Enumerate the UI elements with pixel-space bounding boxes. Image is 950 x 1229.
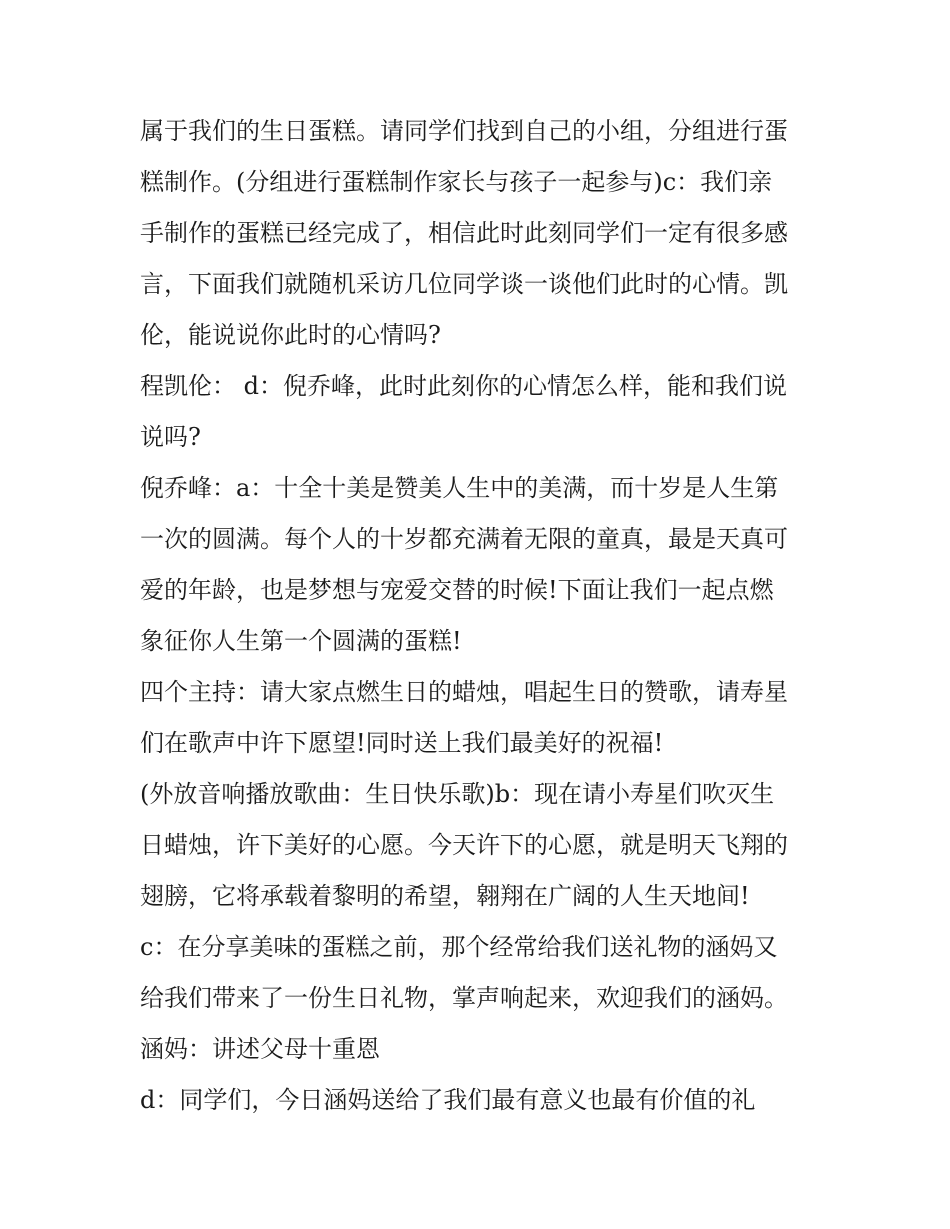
text-line-11: 象征你人生第一个圆满的蛋糕! — [140, 627, 462, 655]
text-line-8: 倪乔峰：a：十全十美是赞美人生中的美满，而十岁是人生第 — [140, 474, 779, 502]
text-line-5: 伦，能说说你此时的心情吗? — [140, 321, 441, 349]
text-line-7: 说吗? — [140, 423, 201, 451]
text-line-4: 言，下面我们就随机采访几位同学谈一谈他们此时的心情。凯 — [140, 270, 788, 298]
text-line-18: 给我们带来了一份生日礼物，掌声响起来，欢迎我们的涵妈。 — [140, 984, 788, 1012]
text-line-13: 们在歌声中许下愿望!同时送上我们最美好的祝福! — [140, 729, 664, 757]
text-line-15: 日蜡烛，许下美好的心愿。今天许下的心愿，就是明天飞翔的 — [140, 831, 788, 859]
text-line-6: 程凯伦： d：倪乔峰，此时此刻你的心情怎么样，能和我们说 — [140, 372, 787, 400]
text-line-16: 翅膀，它将承载着黎明的希望，翱翔在广阔的人生天地间! — [140, 882, 750, 910]
document-body — [140, 106, 812, 1126]
text-line-9: 一次的圆满。每个人的十岁都充满着无限的童真，最是天真可 — [140, 525, 788, 553]
text-line-19: 涵妈：讲述父母十重恩 — [140, 1035, 380, 1063]
text-line-14: (外放音响播放歌曲：生日快乐歌)b：现在请小寿星们吹灭生 — [140, 780, 775, 808]
text-line-1: 属于我们的生日蛋糕。请同学们找到自己的小组，分组进行蛋 — [140, 117, 788, 145]
text-line-10: 爱的年龄，也是梦想与宠爱交替的时候!下面让我们一起点燃 — [140, 576, 774, 604]
text-line-2: 糕制作。(分组进行蛋糕制作家长与孩子一起参与)c：我们亲 — [140, 168, 773, 196]
text-line-3: 手制作的蛋糕已经完成了，相信此时此刻同学们一定有很多感 — [140, 219, 788, 247]
text-line-12: 四个主持：请大家点燃生日的蜡烛，唱起生日的赞歌，请寿星 — [140, 678, 788, 706]
text-line-17: c：在分享美味的蛋糕之前，那个经常给我们送礼物的涵妈又 — [140, 933, 778, 961]
text-line-20: d：同学们，今日涵妈送给了我们最有意义也最有价值的礼 — [140, 1086, 756, 1114]
